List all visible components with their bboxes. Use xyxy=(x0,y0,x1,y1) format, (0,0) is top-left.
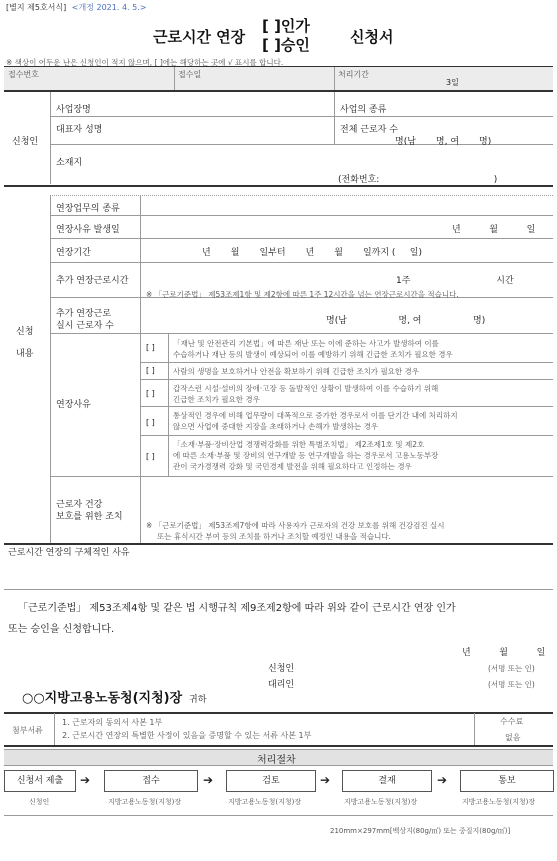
page-title xyxy=(0,12,557,54)
arrow-right-icon: ➔ xyxy=(437,773,448,787)
extra-workers-fields: 명(남 명, 여 명) xyxy=(326,316,486,326)
extra-workers-label-2: 실시 근로자 수 xyxy=(56,321,114,331)
reason-checkbox[interactable]: [ ] xyxy=(146,389,155,398)
address-label: 소재지 xyxy=(56,158,83,168)
reason-text-line: 사람의 생명을 보호하거나 안전을 확보하기 위해 긴급한 조치가 필요한 경우 xyxy=(173,367,420,376)
work-type-label: 연장업무의 종류 xyxy=(56,204,120,214)
content-section-label-2: 내용 xyxy=(16,349,34,359)
applicant-signature-field[interactable]: (서명 또는 인) xyxy=(488,664,535,673)
process-step-name: 신청서 제출 xyxy=(16,776,64,786)
extra-hours-label: 추가 연장근로시간 xyxy=(56,276,129,286)
process-step-box xyxy=(226,770,316,792)
revision-date: <개정 2021. 4. 5.> xyxy=(71,3,147,12)
declaration-line: 「근로기준법」 제53조제4항 및 같은 법 시행규칙 제9조제2항에 따라 위와 같이 근로시간 연장 인가 xyxy=(18,603,456,614)
attachment-item: 1. 근로자의 동의서 사본 1부 xyxy=(62,718,163,727)
period-fields: 년 월 일부터 년 월 일까지 ( 일) xyxy=(202,248,422,258)
processing-period-value: 3일 xyxy=(446,78,459,87)
processing-period-label: 처리기간 xyxy=(338,70,369,79)
addressee xyxy=(22,687,206,706)
process-step-actor: 신청인 xyxy=(29,798,50,806)
health-note-line: ※ 「근로기준법」 제53조제7항에 따라 사용자가 근로자의 건강 보호를 위해 건강검진 실시 xyxy=(146,521,445,530)
process-title: 처리절차 xyxy=(257,755,296,766)
total-workers-label: 전체 근로자 수 xyxy=(340,125,398,135)
process-step-box xyxy=(4,770,76,792)
process-step-actor: 지방고용노동청(지청)장 xyxy=(108,798,182,806)
reason-text-line: 갑작스런 시설·설비의 장애·고장 등 돌발적인 상황이 발생하여 이를 수습하기 위해 xyxy=(173,384,439,393)
arrow-right-icon: ➔ xyxy=(203,773,214,787)
process-step-name: 접수 xyxy=(142,776,160,786)
process-step-actor: 지방고용노동청(지청)장 xyxy=(344,798,418,806)
health-label-2: 보호를 위한 조치 xyxy=(56,512,123,522)
agent-signature-label: 대리인 xyxy=(268,680,295,690)
occurrence-date-fields: 년 월 일 xyxy=(452,225,536,235)
extra-workers-label-1: 추가 연장근로 xyxy=(56,309,112,319)
occurrence-date-label: 연장사유 발생일 xyxy=(56,225,120,235)
reason-text-line: 않으면 사업에 중대한 지장을 초래하거나 손해가 발생하는 경우 xyxy=(173,422,379,431)
form-reference: [별지 제5호서식] xyxy=(6,3,67,12)
arrow-right-icon: ➔ xyxy=(320,773,331,787)
applicant-signature-label: 신청인 xyxy=(268,664,295,674)
instruction-notice: ※ 색상이 어두운 난은 신청인이 적지 않으며, [ ]에는 해당하는 곳에 √ 표시를 합니다. xyxy=(6,58,284,67)
process-step-name: 통보 xyxy=(498,776,516,786)
process-step-actor: 지방고용노동청(지청)장 xyxy=(462,798,536,806)
receipt-date-label: 접수일 xyxy=(178,70,202,79)
fee-value: 없음 xyxy=(505,733,521,742)
representative-label: 대표자 성명 xyxy=(56,125,103,135)
paper-spec: 210mm×297mm[백상지(80g/㎡) 또는 중질지(80g/㎡)] xyxy=(330,827,511,835)
period-label: 연장기간 xyxy=(56,248,91,258)
process-step-name: 결재 xyxy=(378,776,396,786)
reason-text-line: 「소재·부품·장비산업 경쟁력강화를 위한 특별조치법」 제2조제1호 및 제2호 xyxy=(173,440,425,449)
health-label-1: 근로자 건강 xyxy=(56,500,103,510)
addressee-name: ○○지방고용노동청(지청)장 xyxy=(22,691,183,706)
reason-checkbox[interactable]: [ ] xyxy=(146,452,155,461)
reason-checkbox[interactable]: [ ] xyxy=(146,343,155,352)
arrow-right-icon: ➔ xyxy=(80,773,91,787)
fee-label: 수수료 xyxy=(500,717,524,726)
reason-text-line: 「재난 및 안전관리 기본법」에 따른 재난 또는 이에 준하는 사고가 발생하여 이를 xyxy=(173,339,439,348)
content-section-label-1: 신청 xyxy=(16,327,34,337)
reason-text-line: 수습하거나 재난 등의 발생이 예상되어 이를 예방하기 위해 긴급한 조치가 필요한 경우 xyxy=(173,350,453,359)
title-suffix: 신청서 xyxy=(350,28,394,46)
title-option-approve: [ ]승인 xyxy=(262,36,310,54)
reason-checkbox[interactable]: [ ] xyxy=(146,366,155,375)
process-step-name: 검토 xyxy=(262,776,280,786)
declaration-line: 또는 승인을 신청합니다. xyxy=(8,624,115,635)
total-workers-fields: 명(남 명, 여 명) xyxy=(395,137,492,147)
addressee-honorific: 귀하 xyxy=(189,695,207,705)
extra-hours-note: ※ 「근로기준법」 제53조제1항 및 제2항에 따른 1주 12시간을 넘는 연장근로시간을 적습니다. xyxy=(146,290,459,299)
specific-reason-label: 근로시간 연장의 구체적인 사유 xyxy=(8,548,130,558)
reason-text-line: 긴급한 조치가 필요한 경우 xyxy=(173,395,260,404)
reason-label: 연장사유 xyxy=(56,400,91,410)
process-step-actor: 지방고용노동청(지청)장 xyxy=(228,798,302,806)
process-step-box xyxy=(104,770,198,792)
business-name-label: 사업장명 xyxy=(56,105,91,115)
process-step-box xyxy=(460,770,554,792)
applicant-section-label: 신청인 xyxy=(12,137,39,147)
extra-hours-fields: 1주 시간 xyxy=(396,276,514,286)
reason-text-line: 에 따른 소재·부품 및 장비의 연구개발 등 연구개발을 하는 경우로서 고용노동부장 xyxy=(173,451,439,460)
reason-text-line: 관이 국가경쟁력 강화 및 국민경제 발전을 위해 필요하다고 인정하는 경우 xyxy=(173,462,412,471)
receipt-number-label: 접수번호 xyxy=(8,70,39,79)
reason-text-line: 통상적인 경우에 비해 업무량이 대폭적으로 증가한 경우로서 이를 단기간 내에 처리하지 xyxy=(173,411,458,420)
phone-field: (전화번호: ) xyxy=(338,175,498,185)
title-option-approval: [ ]인가 xyxy=(262,17,310,35)
agent-signature-field[interactable]: (서명 또는 인) xyxy=(488,680,535,689)
process-step-box xyxy=(342,770,432,792)
declaration-date: 년 월 일 xyxy=(462,648,546,658)
title-main: 근로시간 연장 xyxy=(153,28,246,46)
health-note-line: 또는 휴식시간 부여 등의 조치를 하거나 조치할 예정인 내용을 적습니다. xyxy=(157,532,391,541)
attachments-label: 첨부서류 xyxy=(12,726,43,735)
business-type-label: 사업의 종류 xyxy=(340,105,387,115)
attachment-item: 2. 근로시간 연장의 특별한 사정이 있음을 증명할 수 있는 서류 사본 1부 xyxy=(62,731,312,740)
reason-checkbox[interactable]: [ ] xyxy=(146,418,155,427)
